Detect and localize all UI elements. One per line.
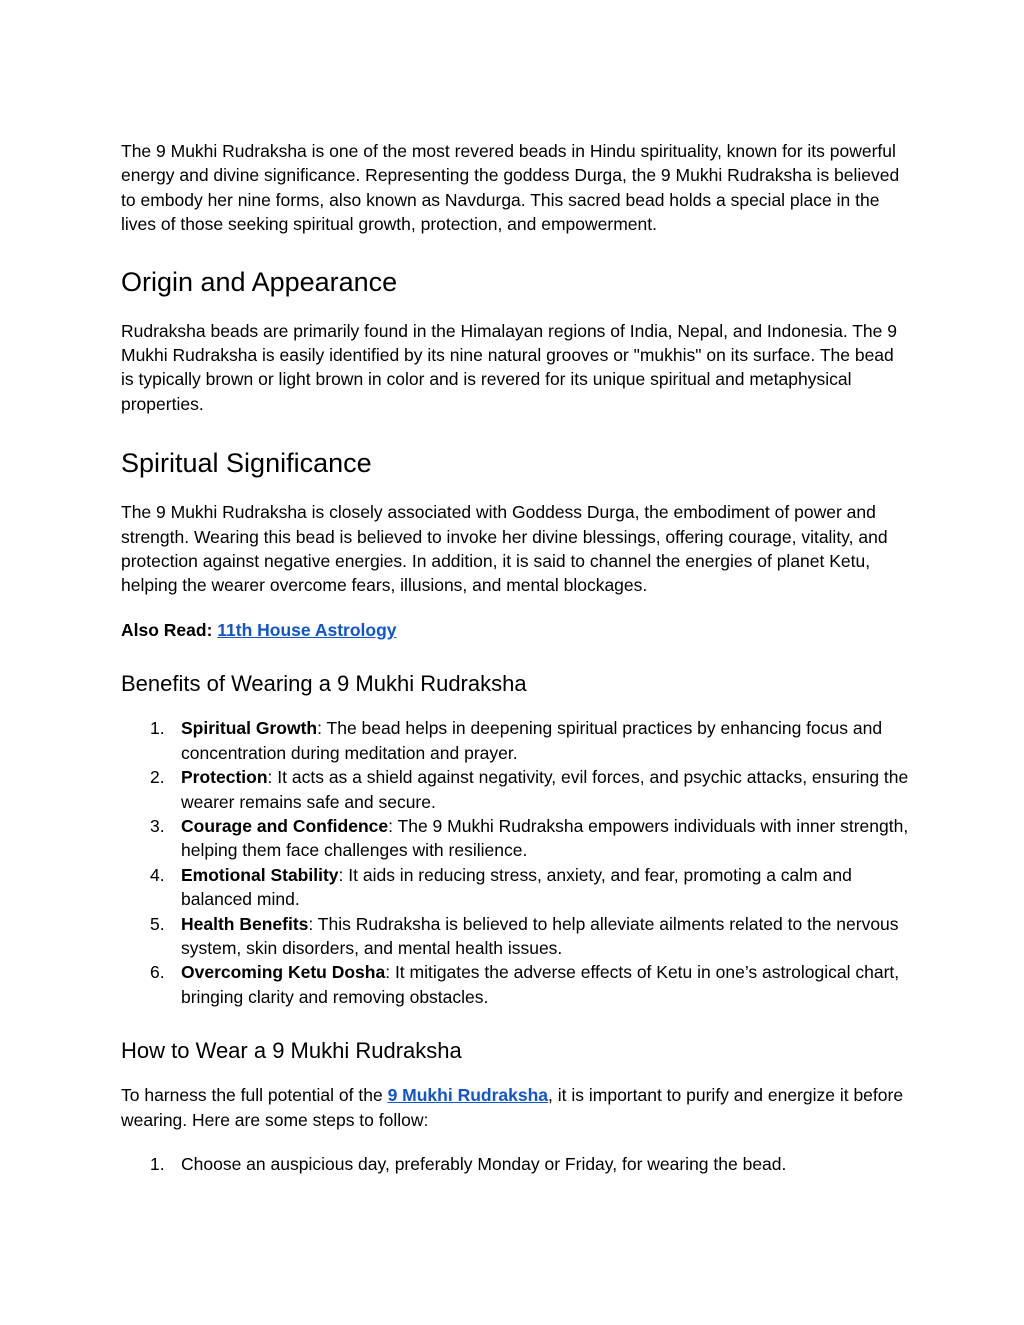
how-to-intro xyxy=(121,1083,911,1132)
list-item xyxy=(121,863,911,912)
benefit-text: : The 9 Mukhi Rudraksha empowers individuals with inner strength, helping them face challenges with resilience. xyxy=(181,815,909,861)
list-number: 3. xyxy=(150,815,165,836)
benefits-list xyxy=(121,716,911,1009)
list-number: 1. xyxy=(150,718,165,739)
benefit-title: Health Benefits xyxy=(181,913,309,934)
list-item xyxy=(121,765,911,814)
list-number: 6. xyxy=(150,962,165,983)
list-item xyxy=(121,960,911,1009)
benefit-text: : It aids in reducing stress, anxiety, and fear, promoting a calm and balanced mind. xyxy=(181,864,852,910)
how-to-intro-before: To harness the full potential of the xyxy=(121,1085,388,1106)
spiritual-paragraph: The 9 Mukhi Rudraksha is closely associated with Goddess Durga, the embodiment of power and strength. Wearing this bead is believed to invoke her divine blessings, offering courage, vitality, and protection against negative energies. In addition, it is said to channel the energies of planet Ketu, helping the wearer overcome fears, illusions, and mental blockages. xyxy=(121,502,888,596)
list-number: 2. xyxy=(150,767,165,788)
benefit-title: Spiritual Growth xyxy=(181,718,318,739)
benefit-title: Protection xyxy=(181,767,268,788)
list-number: 1. xyxy=(150,1153,165,1174)
intro-paragraph: The 9 Mukhi Rudraksha is one of the most revered beads in Hindu spirituality, known for its powerful energy and divine significance. Representing the goddess Durga, the 9 Mukhi Rudraksha is believed to embody her nine forms, also known as Navdurga. This sacred bead holds a special place in the lives of those seeking spiritual growth, protection, and empowerment. xyxy=(121,141,900,235)
list-number: 4. xyxy=(150,864,165,885)
origin-paragraph: Rudraksha beads are primarily found in the Himalayan regions of India, Nepal, and Indonesia. The 9 Mukhi Rudraksha is easily identified by its nine natural grooves or "mukhis" on its surface. The bead is typically brown or light brown in color and is revered for its unique spiritual and metaphysical properties. xyxy=(121,320,897,414)
benefit-text: : This Rudraksha is believed to help alleviate ailments related to the nervous system, skin disorders, and mental health issues. xyxy=(181,913,899,958)
benefit-title: Overcoming Ketu Dosha xyxy=(181,962,386,983)
also-read-line xyxy=(121,618,911,642)
benefit-title: Emotional Stability xyxy=(181,864,339,885)
spiritual-heading: Spiritual Significance xyxy=(121,448,372,479)
list-number: 5. xyxy=(150,913,165,934)
origin-heading: Origin and Appearance xyxy=(121,266,398,297)
benefits-heading: Benefits of Wearing a 9 Mukhi Rudraksha xyxy=(121,671,527,697)
list-item xyxy=(121,912,911,961)
document-page xyxy=(121,139,911,1176)
list-item xyxy=(121,1152,911,1176)
benefit-text: : It mitigates the adverse effects of Ketu in one’s astrological chart, bringing clarity and removing obstacles. xyxy=(181,962,900,1007)
benefit-text: : It acts as a shield against negativity, evil forces, and psychic attacks, ensuring the wearer remains safe and secure. xyxy=(181,767,909,812)
how-to-intro-after: , it is important to purify and energize it before wearing. Here are some steps to follow: xyxy=(121,1085,904,1130)
benefit-text: : The bead helps in deepening spiritual practices by enhancing focus and concentration during meditation and prayer. xyxy=(181,718,883,763)
how-to-heading: How to Wear a 9 Mukhi Rudraksha xyxy=(121,1038,462,1064)
rudraksha-link[interactable]: 9 Mukhi Rudraksha xyxy=(387,1085,549,1106)
steps-list xyxy=(121,1152,911,1176)
also-read-link[interactable]: 11th House Astrology xyxy=(217,619,397,640)
benefit-title: Courage and Confidence xyxy=(181,815,389,836)
step-text: Choose an auspicious day, preferably Monday or Friday, for wearing the bead. xyxy=(181,1153,787,1174)
list-item xyxy=(121,814,911,863)
list-item xyxy=(121,716,911,765)
also-read-label: Also Read: xyxy=(121,619,218,640)
